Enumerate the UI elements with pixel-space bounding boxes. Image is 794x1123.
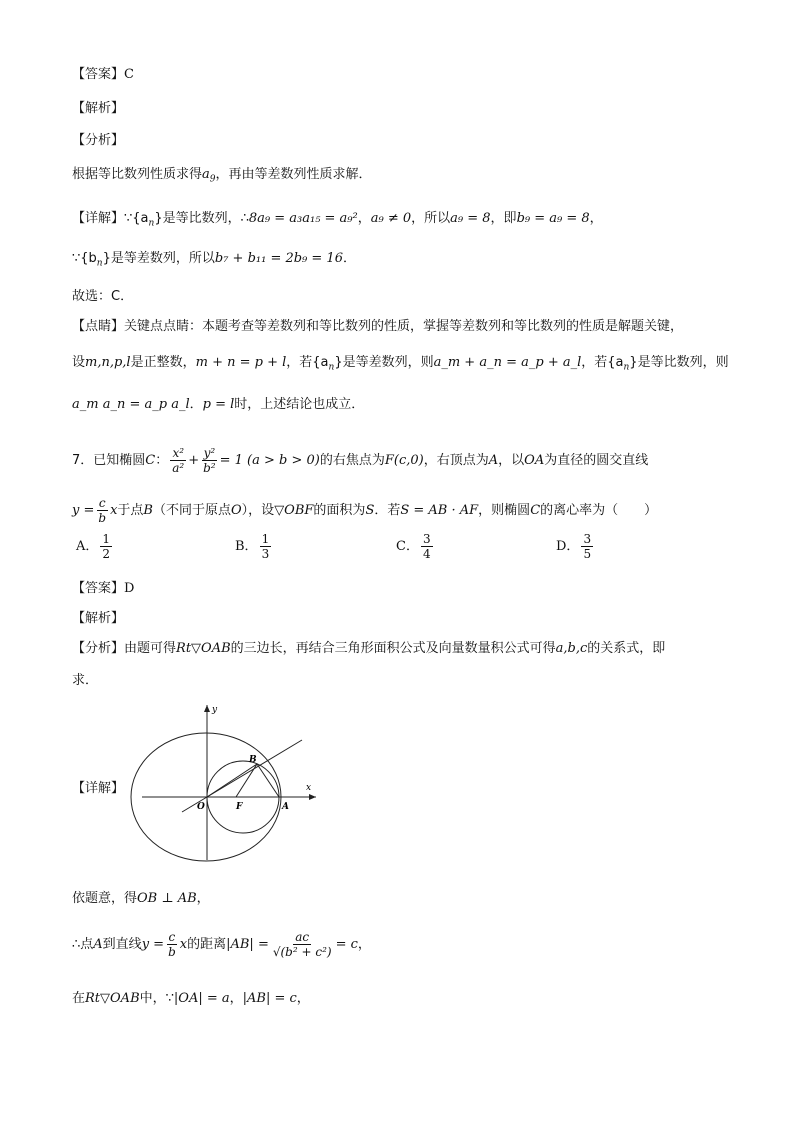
analysis-text-a: 根据等比数列性质求得 xyxy=(72,167,203,182)
dj2f: n xyxy=(328,362,335,373)
d-y: y = xyxy=(141,937,165,952)
detail-t4: ，即 xyxy=(490,211,517,226)
q7-focus: F(c,0) xyxy=(384,453,424,468)
q7-s1g: 为直径的圆交直线 xyxy=(544,453,649,468)
q7-s2g: 的离心率为（ ） xyxy=(540,503,658,518)
ex-den: a² xyxy=(172,461,185,475)
label-x: x xyxy=(306,783,312,793)
dj2a: 设 xyxy=(72,355,86,370)
q7-c: C xyxy=(145,453,156,468)
answer-label: 【答案】 xyxy=(72,67,125,82)
dj2j: n xyxy=(623,362,630,373)
dianjing-line-2 xyxy=(72,354,729,377)
option-c-label: C． xyxy=(396,539,419,554)
rt-oa: |OA| = a xyxy=(173,991,230,1006)
f1e: 的关系式，即 xyxy=(587,641,666,656)
label-y: y xyxy=(212,705,218,715)
option-a[interactable] xyxy=(76,532,114,561)
option-c[interactable] xyxy=(396,532,435,561)
analysis-sub: 9 xyxy=(209,174,216,185)
detail-line-2 xyxy=(72,250,356,273)
oa-den: 2 xyxy=(102,547,111,561)
dj3a: a_m a_n = a_p a_l xyxy=(72,397,190,412)
option-b-label: B． xyxy=(235,539,258,554)
d-d: 的距离 xyxy=(187,937,227,952)
q7-s1e: ，右顶点为 xyxy=(423,453,489,468)
detail-t3: ，所以 xyxy=(411,211,451,226)
q7-jiexi: 【解析】 xyxy=(72,611,125,626)
line-frac xyxy=(96,496,108,525)
q7-detail-label: 【详解】 xyxy=(72,781,125,796)
rt-b: Rt▽OAB xyxy=(85,991,140,1006)
q7-origin: O xyxy=(231,503,242,518)
dj2g: }是等差数列，则 xyxy=(334,355,434,370)
dj2c: 是正整数， xyxy=(130,355,196,370)
detail-t1: ∵{a xyxy=(124,211,149,226)
d-den: b xyxy=(168,945,176,959)
detail-line-1 xyxy=(72,210,603,233)
dianjing-line-3 xyxy=(72,396,364,414)
answer-value: C xyxy=(124,67,134,82)
option-c-frac xyxy=(421,532,433,561)
rt-end: ， xyxy=(296,991,310,1006)
detail-label: 【详解】 xyxy=(72,211,125,226)
ob-den: 3 xyxy=(261,547,270,561)
ellipse-rest: = 1 (a > b > 0) xyxy=(219,453,320,468)
yiti-text: 依题意，得 xyxy=(72,891,138,906)
dianjing-label: 【点睛】 xyxy=(72,319,125,334)
rt-line xyxy=(72,990,310,1008)
d2-num: ac xyxy=(295,930,310,944)
detail-t1b: n xyxy=(148,218,155,229)
label-o: O xyxy=(197,802,205,812)
dianjing-line-1 xyxy=(72,318,683,336)
answer-line xyxy=(72,66,134,84)
od-num: 3 xyxy=(583,532,592,546)
yiti-line xyxy=(72,890,210,908)
distance-line xyxy=(72,928,371,962)
line-y: y = xyxy=(72,503,95,518)
od-den: 5 xyxy=(583,547,592,561)
line2-end: ． xyxy=(342,251,356,266)
jiexi-heading: 【解析】 xyxy=(72,101,125,116)
q7-s2d: 的面积为 xyxy=(313,503,366,518)
analysis-var: a xyxy=(202,167,210,182)
d-eq: = c xyxy=(335,937,358,952)
y-axis-arrow xyxy=(204,705,210,712)
line2-t1c: }是等差数列，所以 xyxy=(102,251,215,266)
d-a: ∴点 xyxy=(72,937,94,952)
detail-t1c: }是等比数列，∴ xyxy=(154,211,249,226)
d-x: x xyxy=(179,937,188,952)
ellipse-frac-x xyxy=(170,446,186,475)
rt-a: 在 xyxy=(72,991,86,1006)
line-x: x xyxy=(110,503,118,518)
q7-s1f: ，以 xyxy=(498,453,525,468)
detail-t2: ， xyxy=(357,211,371,226)
label-b: B xyxy=(249,755,257,765)
line-den: b xyxy=(98,511,107,525)
dianjing-1: 关键点点睛：本题考查等差数列和等比数列的性质，掌握等差数列和等比数列的性质是解题关键， xyxy=(124,319,684,334)
q7-s2a: 于点 xyxy=(117,503,144,518)
d-ab: |AB| = xyxy=(226,937,269,952)
detail-t5: ， xyxy=(589,211,603,226)
f1c: 的三边长，再结合三角形面积公式及向量数量积公式可得 xyxy=(230,641,556,656)
q7-s2f: ，则椭圆 xyxy=(478,503,531,518)
detail-m2: a₉ ≠ 0 xyxy=(370,211,412,226)
dj2h: a_m + a_n = a_p + a_l xyxy=(433,355,582,370)
f1d: a,b,c xyxy=(555,641,588,656)
q7-pb: B xyxy=(143,503,153,518)
q7-answer-line xyxy=(72,580,134,598)
q7-s2b: （不同于原点 xyxy=(152,503,231,518)
d-frac-2 xyxy=(271,930,334,959)
ey-den: b² xyxy=(203,461,216,475)
q7-stem-line-2 xyxy=(72,496,657,525)
segment-ab xyxy=(257,764,279,797)
q7-s2e: ．若 xyxy=(374,503,401,518)
q7-ellc: C xyxy=(530,503,541,518)
option-b-frac xyxy=(260,532,272,561)
q7-answer-value: D xyxy=(124,581,135,596)
segment-fb xyxy=(236,764,257,797)
line-num: c xyxy=(98,496,106,510)
choose-line: 故选：C． xyxy=(72,289,134,304)
ey-num: y² xyxy=(203,446,216,460)
q7-fenxi-line-2: 求． xyxy=(72,673,99,688)
d-b: A xyxy=(93,937,103,952)
option-d[interactable] xyxy=(556,532,595,561)
d-frac xyxy=(166,930,178,959)
f1b: Rt▽OAB xyxy=(176,641,231,656)
analysis-line xyxy=(72,166,372,189)
dj2i: ，若{a xyxy=(581,355,624,370)
d-end: ， xyxy=(357,937,371,952)
q7-s1d: 的右焦点为 xyxy=(319,453,385,468)
yiti-perp: OB ⊥ AB xyxy=(137,891,197,906)
q7-fenxi-line-1 xyxy=(72,640,665,658)
q7-num: 7．已知椭圆 xyxy=(72,453,146,468)
rt-c: 中，∵ xyxy=(139,991,174,1006)
option-d-frac xyxy=(581,532,593,561)
ob-num: 1 xyxy=(261,532,270,546)
dj2e: ，若{a xyxy=(286,355,329,370)
line2-t1b: n xyxy=(96,258,103,269)
q7-oa: OA xyxy=(524,453,545,468)
line2-math: b₇ + b₁₁ = 2b₉ = 16 xyxy=(214,251,343,266)
f1a: 由题可得 xyxy=(124,641,177,656)
rt-comma: ， xyxy=(229,991,243,1006)
option-d-label: D． xyxy=(556,539,580,554)
detail-m4: b₉ = a₉ = 8 xyxy=(516,211,590,226)
q7-fenxi-label: 【分析】 xyxy=(72,641,125,656)
segment-ob xyxy=(207,764,257,797)
q7-colon: ： xyxy=(155,453,169,468)
ellipse-figure xyxy=(130,700,322,868)
d-c: 到直线 xyxy=(102,937,142,952)
analysis-text-b: ，再由等差数列性质求解． xyxy=(215,167,372,182)
q7-vertex: A xyxy=(488,453,499,468)
dj3d: 时，上述结论也成立． xyxy=(234,397,365,412)
detail-m3: a₉ = 8 xyxy=(450,211,491,226)
dj2b: m,n,p,l xyxy=(85,355,131,370)
dj3c: p = l xyxy=(202,397,235,412)
oc-num: 3 xyxy=(422,532,431,546)
q7-answer-label: 【答案】 xyxy=(72,581,125,596)
ex-num: x² xyxy=(172,446,185,460)
option-a-label: A． xyxy=(76,539,99,554)
line2-t1: ∵{b xyxy=(72,251,97,266)
x-axis-arrow xyxy=(309,794,316,800)
dj2k: }是等比数列，则 xyxy=(629,355,729,370)
d-num: c xyxy=(168,930,176,944)
dj3b: ． xyxy=(189,397,203,412)
rt-ab: |AB| = c xyxy=(242,991,297,1006)
q7-cond: S = AB · AF xyxy=(400,503,479,518)
d2-den: √(b² + c²) xyxy=(272,945,332,959)
oc-den: 4 xyxy=(422,547,431,561)
label-a: A xyxy=(282,802,289,812)
fenxi-heading: 【分析】 xyxy=(72,133,125,148)
yiti-end: ， xyxy=(196,891,210,906)
q7-s2c: ），设 xyxy=(241,503,275,518)
option-b[interactable] xyxy=(235,532,273,561)
q7-s: S xyxy=(365,503,375,518)
detail-m1: 8a₉ = a₃a₁₅ = a₉² xyxy=(248,211,358,226)
oa-num: 1 xyxy=(102,532,111,546)
q7-stem-line-1: 7．已知椭圆C： $\frac{\text{x²}}{\text{a²}}$ + $\frac{\text{y²}}{\text{b²}}$ = 1 (a > b > 0)的右焦点为F(c,0)，右顶点为A，以OA为直径的圆交直线 xyxy=(72,446,649,475)
option-a-frac xyxy=(100,532,112,561)
dj2d: m + n = p + l xyxy=(195,355,287,370)
ellipse-frac-y xyxy=(201,446,218,475)
q7-tri: ▽OBF xyxy=(274,503,314,518)
label-f: F xyxy=(236,802,243,812)
